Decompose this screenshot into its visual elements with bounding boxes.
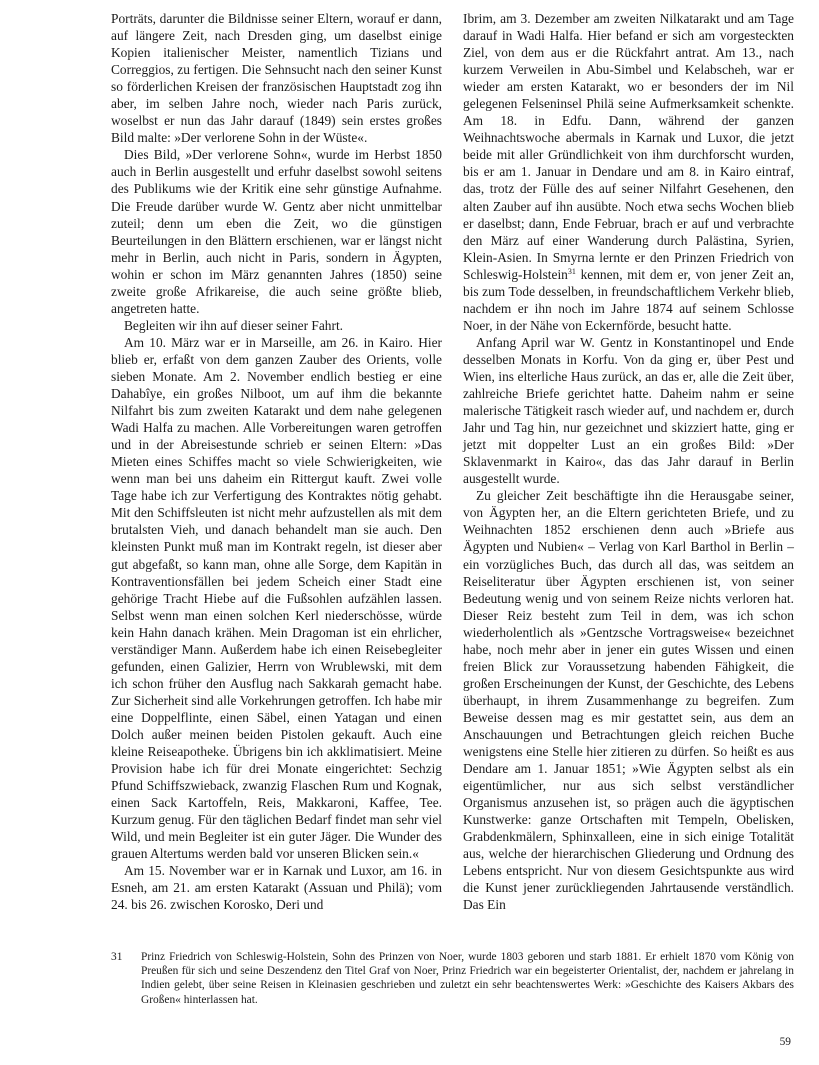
paragraph: Am 15. November war er in Karnak und Luxor, am 16. in Esneh, am 21. am ersten Katarakt (Assuan und Philä); vom 24. bis 26. zwischen Korosko, Deri und xyxy=(111,863,442,913)
paragraph: Dies Bild, »Der verlorene Sohn«, wurde im Herbst 1850 auch in Berlin ausgestellt und erfuhr daselbst sowohl seitens des Publikums wie der Kritik eine sehr günstige Aufnahme. Die Freude darüber wurde W. Gentz aber nicht unmittelbar zuteil; denn um eben die Zeit, wo die günstigen Beurteilungen in den Blättern erschienen, war er längst nicht mehr in Berlin, auch nicht in Paris, sondern in Ägypten, wohin er schon im März genannten Jahres (1850) seine zweite große Afrikareise, die auch seine größte blieb, angetreten hatte. xyxy=(111,147,442,316)
paragraph: Zu gleicher Zeit beschäftigte ihn die Herausgabe seiner, von Ägypten her, an die Eltern gerichteten Briefe, und zu Weihnachten 1852 erschienen denn auch »Briefe aus Ägypten und Nubien« – Verlag von Karl Barthol in Berlin – ein vorzügliches Buch, das durch all das, was seitdem an Reiseliteratur über Ägypten erschienen ist, von seiner Bedeutung wenig und von seinem Reize nichts verloren hat. Dieser Reiz besteht zum Teil in dem, was ich schon wiederholentlich als »Gentzsche Vortragsweise« bezeichnet habe, noch mehr aber in jener ein gutes Wissen und einen freien Blick zur Voraussetzung habenden Fähigkeit, die großen Erscheinungen der Kunst, der Geschichte, des Lebens überhaupt, in ihrem Zusammenhange zu begreifen. Zum Beweise dessen mag es mir gestattet sein, aus dem an Anschauungen und Betrachtungen gleich reichen Buche wenigstens eine Stelle hier zitieren zu dürfen. So heißt es aus Dendare am 1. Januar 1851; »Wie Ägypten selbst als ein eigentümlicher, nur aus sich selbst verständlicher Organismus anzusehen ist, so prägen auch die ägyptischen Kunstwerke: ganze Ortschaften mit Tempeln, Obelisken, Grabdenkmälern, Sphinxalleen, eine in sich einige Totalität aus, welche der hierarchischen Gliederung und Ordnung des Lebens entspricht. Nur von diesem Gesichtspunkte aus wird die Kunst jener zurückliegenden Jahrtausende verständlich. Das Ein xyxy=(463,488,794,913)
paragraph: Anfang April war W. Gentz in Konstantinopel und Ende desselben Monats in Korfu. Von da ging er, über Pest und Wien, ins elterliche Haus zurück, an das er, alle die Zeit über, zahlreiche Briefe gerichtet hatte. Daheim nahm er seine malerische Tätigkeit rasch wieder auf, und nachdem er, durch Jahr und Tag hin, nur gezeichnet und skizziert hatte, ging er jetzt mit doppelter Lust an ein großes Bild: »Der Sklavenmarkt in Kairo«, das das Jahr darauf in Berlin ausgestellt wurde. xyxy=(463,334,794,487)
paragraph-text: Ibrim, am 3. Dezember am zweiten Nilkatarakt und am Tage darauf in Wadi Halfa. Hier befand er sich am vorgesteckten Ziel, von dem aus er die Rückfahrt antrat. Am 13., nach kurzem Verweilen in Abu-Simbel und Kelabscheh, war er wieder am ersten Katarakt, wo er besonders der im Nil gelegenen Felseninsel Philä seine Aufmerksamkeit schenkte. Am 18. in Edfu. Dann, während der ganzen Weihnachtswoche abermals in Karnak und Luxor, die jetzt beide mit aller Gründlichkeit von ihm durchforscht wurden, bis er am 1. Januar in Dendare und am 8. in Kairo eintraf, das, trotz der Fülle des auf seiner Nilfahrt Gesehenen, den alten Zauber auf ihn ausübte. Noch etwa sechs Wochen blieb er daselbst; dann, Ende Februar, brach er auf und verbrachte den März auf einer Wanderung durch Palästina, Syrien, Klein-Asien. In Smyrna lernte er den Prinzen Friedrich von Schleswig-Holstein xyxy=(463,11,794,282)
paragraph: Am 10. März war er in Marseille, am 26. in Kairo. Hier blieb er, erfaßt von dem ganzen Zauber des Orients, volle sieben Monate. Am 2. November endlich bestieg er eine Dahabîye, ein großes Nilboot, um auf ihm die bekannte Nilfahrt bis zum zweiten Katarakt und dem nahe gelegenen Wadi Halfa zu machen. Alle Vorbereitungen waren getroffen und in der Abreisestunde schrieb er seinen Eltern: »Das Mieten eines Schiffes macht so viele Schwierigkeiten, wie wenn man bei uns daheim ein Rittergut kauft. Zwei volle Tage habe ich zur Verfertigung des Kontraktes nötig gehabt. Mit den Schiffsleuten ist nicht mehr aufzustellen als mit dem brutalsten Vieh, und danach behandelt man sie auch. Den kleinsten Punkt muß man im Kontrakt regeln, ist dieser aber gut abgefaßt, so kann man, ohne alle Sorge, dem Kapitän in Kontraventionsfällen bei jedem Scheich einer Stadt eine gehörige Tracht Hiebe auf die Fußsohlen aufzählen lassen. Selbst wenn man einen solchen Kerl niederschösse, würde kein Hahn danach krähen. Mein Dragoman ist ein ehrlicher, verständiger Mann. Außerdem habe ich einen Reisebegleiter gefunden, einen Galizier, Herrn von Wrublewski, mit dem ich schon früher den Ausflug nach Sakkarah gemacht habe. Zur Sicherheit sind alle Vorkehrungen getroffen. Ich habe mir eine Doppelflinte, einen Säbel, einen Yatagan und einen Dolch außer meinen beiden Pistolen gekauft. Auch eine kleine Reiseapotheke. Übrigens bin ich akklimatisiert. Meine Provision habe ich für drei Monate eingerichtet: Sechzig Pfund Schiffszwieback, zwanzig Flaschen Rum und Kognak, einen Sack Kartoffeln, Reis, Makkaroni, Kaffee, Tee. Kurzum genug. Für den täglichen Bedarf findet man sehr viel Wild, und mein Begleiter ist ein guter Jäger. Die Wunder des grauen Altertums werden bald vor unseren Blicken sein.« xyxy=(111,334,442,862)
page-number: 59 xyxy=(779,1036,791,1048)
paragraph xyxy=(463,10,794,334)
footnote xyxy=(111,950,794,1007)
footnote-number: 31 xyxy=(111,951,123,963)
paragraph-text: kennen, mit dem er, von jener Zeit an, bis zum Tode desselben, in freundschaftlichem Verkehr blieb, nachdem er ihn noch im Jahre 1874 auf seinem Schlosse Noer, in der Nähe von Eckernförde, besucht hatte. xyxy=(463,266,794,333)
footnote-reference[interactable]: 31 xyxy=(567,266,576,276)
footnote-text: Prinz Friedrich von Schleswig-Holstein, Sohn des Prinzen von Noer, wurde 1803 geboren und starb 1881. Er erhielt 1870 vom König von Preußen für sich und seine Deszendenz den Titel Graf von Noer, Prinz Friedrich war ein begeisterter Orientalist, der, nachdem er jahrelang in Indien gelebt, über seine Reisen in Kleinasien geschrieben und zuletzt ein sehr beachtenswertes Werk: »Geschichte des Kaisers Akbars des Großen« hinterlassen hat. xyxy=(141,951,794,1006)
paragraph: Porträts, darunter die Bildnisse seiner Eltern, worauf er dann, auf längere Zeit, nach Dresden ging, um daselbst einige Kopien italienischer Meister, namentlich Tizians und Correggios, zu fertigen. Die Sehnsucht nach den seiner Kunst so förderlichen Kreisen der französischen Hauptstadt zog ihn aber, im selben Jahre noch, wieder nach Paris zurück, woselbst er nun das Jahr darauf (1849) sein erstes großes Bild malte: »Der verlorene Sohn in der Wüste«. xyxy=(111,11,442,146)
right-column xyxy=(463,10,794,913)
left-column xyxy=(111,10,442,913)
paragraph: Begleiten wir ihn auf dieser seiner Fahrt. xyxy=(124,317,344,333)
